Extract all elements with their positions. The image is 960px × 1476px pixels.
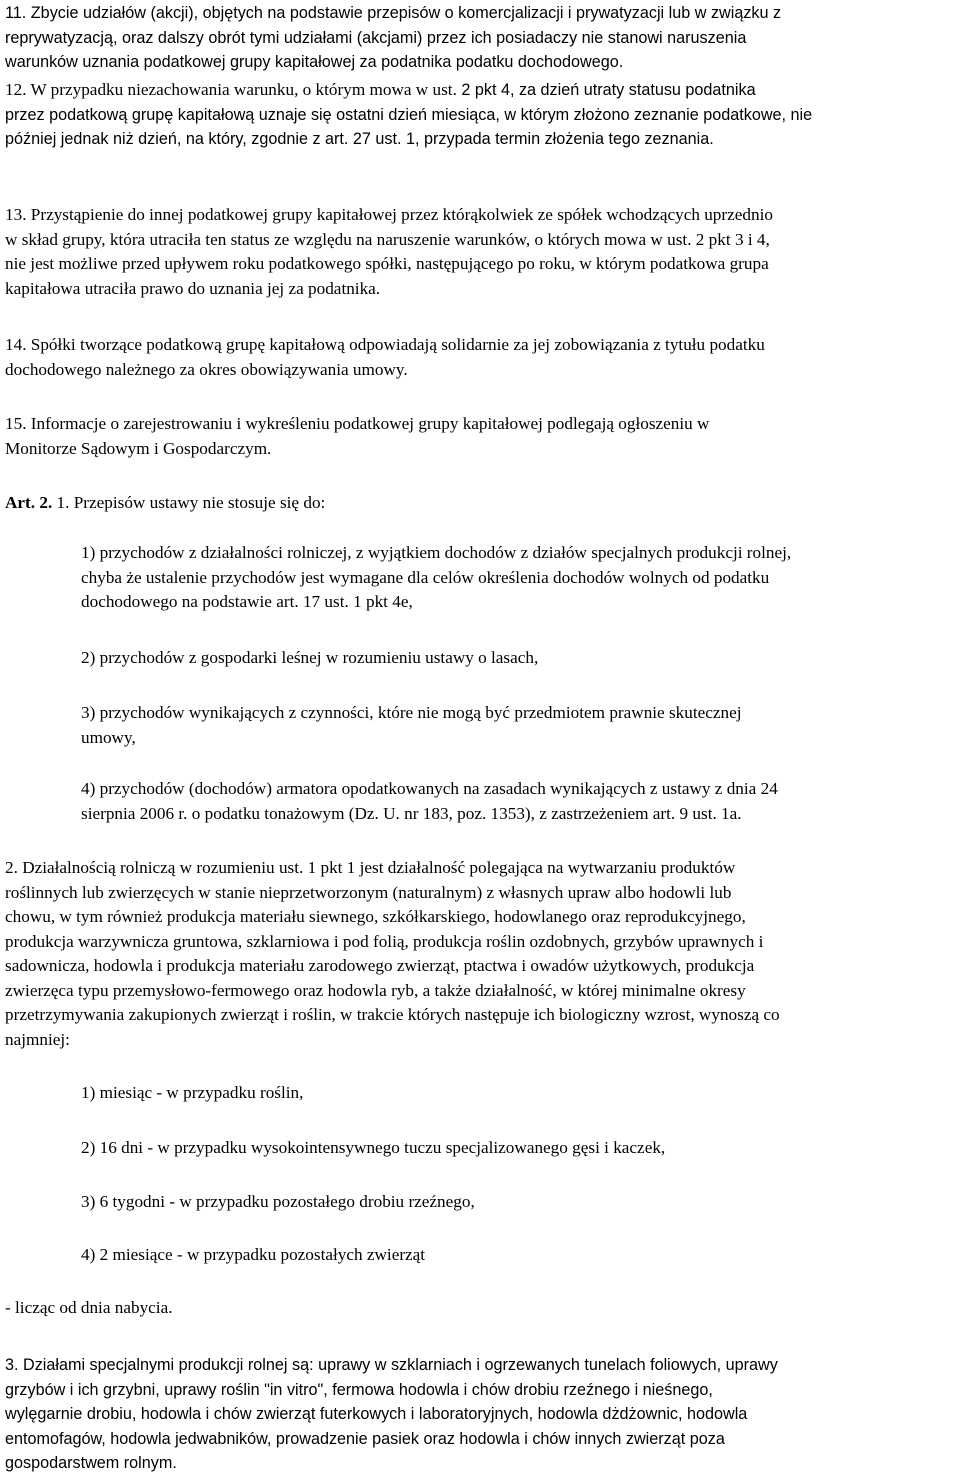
article-2-intro: 1. Przepisów ustawy nie stosuje się do: — [52, 493, 326, 512]
article-2-item-2: 2) przychodów z gospodarki leśnej w rozumieniu ustawy o lasach, — [81, 648, 539, 667]
article-2-paragraph-3: 3. Działami specjalnymi produkcji rolnej są: uprawy w szklarniach i ogrzewanych tunelach foliowych, uprawy grzybów i ich grzybni, uprawy roślin "in vitro", fermowa hodowla i chów drobiu rzeźnego i nieśnego, wylęgarnie drobiu, hodowla i chów zwierząt futerkowych i laboratoryjnych, hodowla dżdżownic, hodowla entomofagów, hodowla jedwabników, prowadzenie pasiek oraz hodowla i chów innych zwierząt poza gospodarstwem rolnym. — [5, 1356, 778, 1472]
article-2-paragraph-2-item-2: 2) 16 dni - w przypadku wysokointensywnego tuczu specjalizowanego gęsi i kaczek, — [81, 1138, 666, 1157]
paragraph-12-lead: 12. W przypadku niezachowania warunku, o którym mowa w ust. — [5, 80, 457, 99]
article-2-heading-line — [5, 491, 957, 516]
article-2-paragraph-2-item-1: 1) miesiąc - w przypadku roślin, — [81, 1083, 304, 1102]
article-2-paragraph-2-tail: - licząc od dnia nabycia. — [5, 1298, 173, 1317]
paragraph-13: 13. Przystąpienie do innej podatkowej grupy kapitałowej przez którąkolwiek ze spółek wchodzących uprzednio w skład grupy, która utraciła ten status ze względu na naruszenie warunków, o których mowa w ust. 2 pkt 3 i 4, nie jest możliwe przed upływem roku podatkowego spółki, następującego po roku, w którym podatkowa grupa kapitałowa utraciła prawo do uznania jej za podatnika. — [5, 205, 773, 298]
article-2-paragraph-2-item-3: 3) 6 tygodni - w przypadku pozostałego drobiu rzeźnego, — [81, 1192, 475, 1211]
paragraph-15: 15. Informacje o zarejestrowaniu i wykreśleniu podatkowej grupy kapitałowej podlegają ogłoszeniu w Monitorze Sądowym i Gospodarczym. — [5, 414, 710, 458]
paragraph-14: 14. Spółki tworzące podatkową grupę kapitałową odpowiadają solidarnie za jej zobowiązania z tytułu podatku dochodowego należnego za okres obowiązywania umowy. — [5, 335, 765, 379]
article-2-item-4: 4) przychodów (dochodów) armatora opodatkowanych na zasadach wynikających z ustawy z dnia 24 sierpnia 2006 r. o podatku tonażowym (Dz. U. nr 183, poz. 1353), z zastrzeżeniem art. 9 ust. 1a. — [81, 779, 778, 823]
paragraph-12-rest: 2 pkt 4, za dzień utraty statusu podatnika przez podatkową grupę kapitałową uznaje się ostatni dzień miesiąca, w którym złożono zeznanie podatkowe, nie później jednak niż dzień, na który, zgodnie z art. 27 ust. 1, przypada termin złożenia tego zeznania. — [5, 81, 813, 148]
article-2-paragraph-2: 2. Działalnością rolniczą w rozumieniu ust. 1 pkt 1 jest działalność polegająca na wytwarzaniu produktów roślinnych lub zwierzęcych w stanie nieprzetworzonym (naturalnym) z własnych upraw albo hodowli lub chowu, w tym również produkcja materiału siewnego, szkółkarskiego, hodowlanego oraz reprodukcyjnego, produkcja warzywnicza gruntowa, szklarniowa i pod folią, produkcja roślin ozdobnych, grzybów uprawnych i sadownicza, hodowla i produkcja materiału zarodowego zwierząt, ptactwa i owadów użytkowych, produkcja zwierzęca typu przemysłowo-fermowego oraz hodowla ryb, a także działalność, w której minimalne okresy przetrzymywania zakupionych zwierząt i roślin, w trakcie których następuje ich biologiczny wzrost, wynoszą co najmniej: — [5, 858, 780, 1049]
article-2-heading: Art. 2. — [5, 493, 53, 512]
article-2-item-3: 3) przychodów wynikających z czynności, które nie mogą być przedmiotem prawnie skutecznej umowy, — [81, 703, 742, 747]
article-2-item-1: 1) przychodów z działalności rolniczej, z wyjątkiem dochodów z działów specjalnych produkcji rolnej, chyba że ustalenie przychodów jest wymagane dla celów określenia dochodów wolnych od podatku dochodowego na podstawie art. 17 ust. 1 pkt 4e, — [81, 543, 792, 611]
article-2-paragraph-2-item-4: 4) 2 miesiące - w przypadku pozostałych zwierząt — [81, 1245, 426, 1264]
paragraph-11: 11. Zbycie udziałów (akcji), objętych na podstawie przepisów o komercjalizacji i prywatyzacji lub w związku z reprywatyzacją, oraz dalszy obrót tymi udziałami (akcjami) przez ich posiadaczy nie stanowi naruszenia warunków uznania podatkowej grupy kapitałowej za podatnika podatku dochodowego. — [5, 4, 782, 71]
paragraph-12 — [5, 78, 957, 152]
